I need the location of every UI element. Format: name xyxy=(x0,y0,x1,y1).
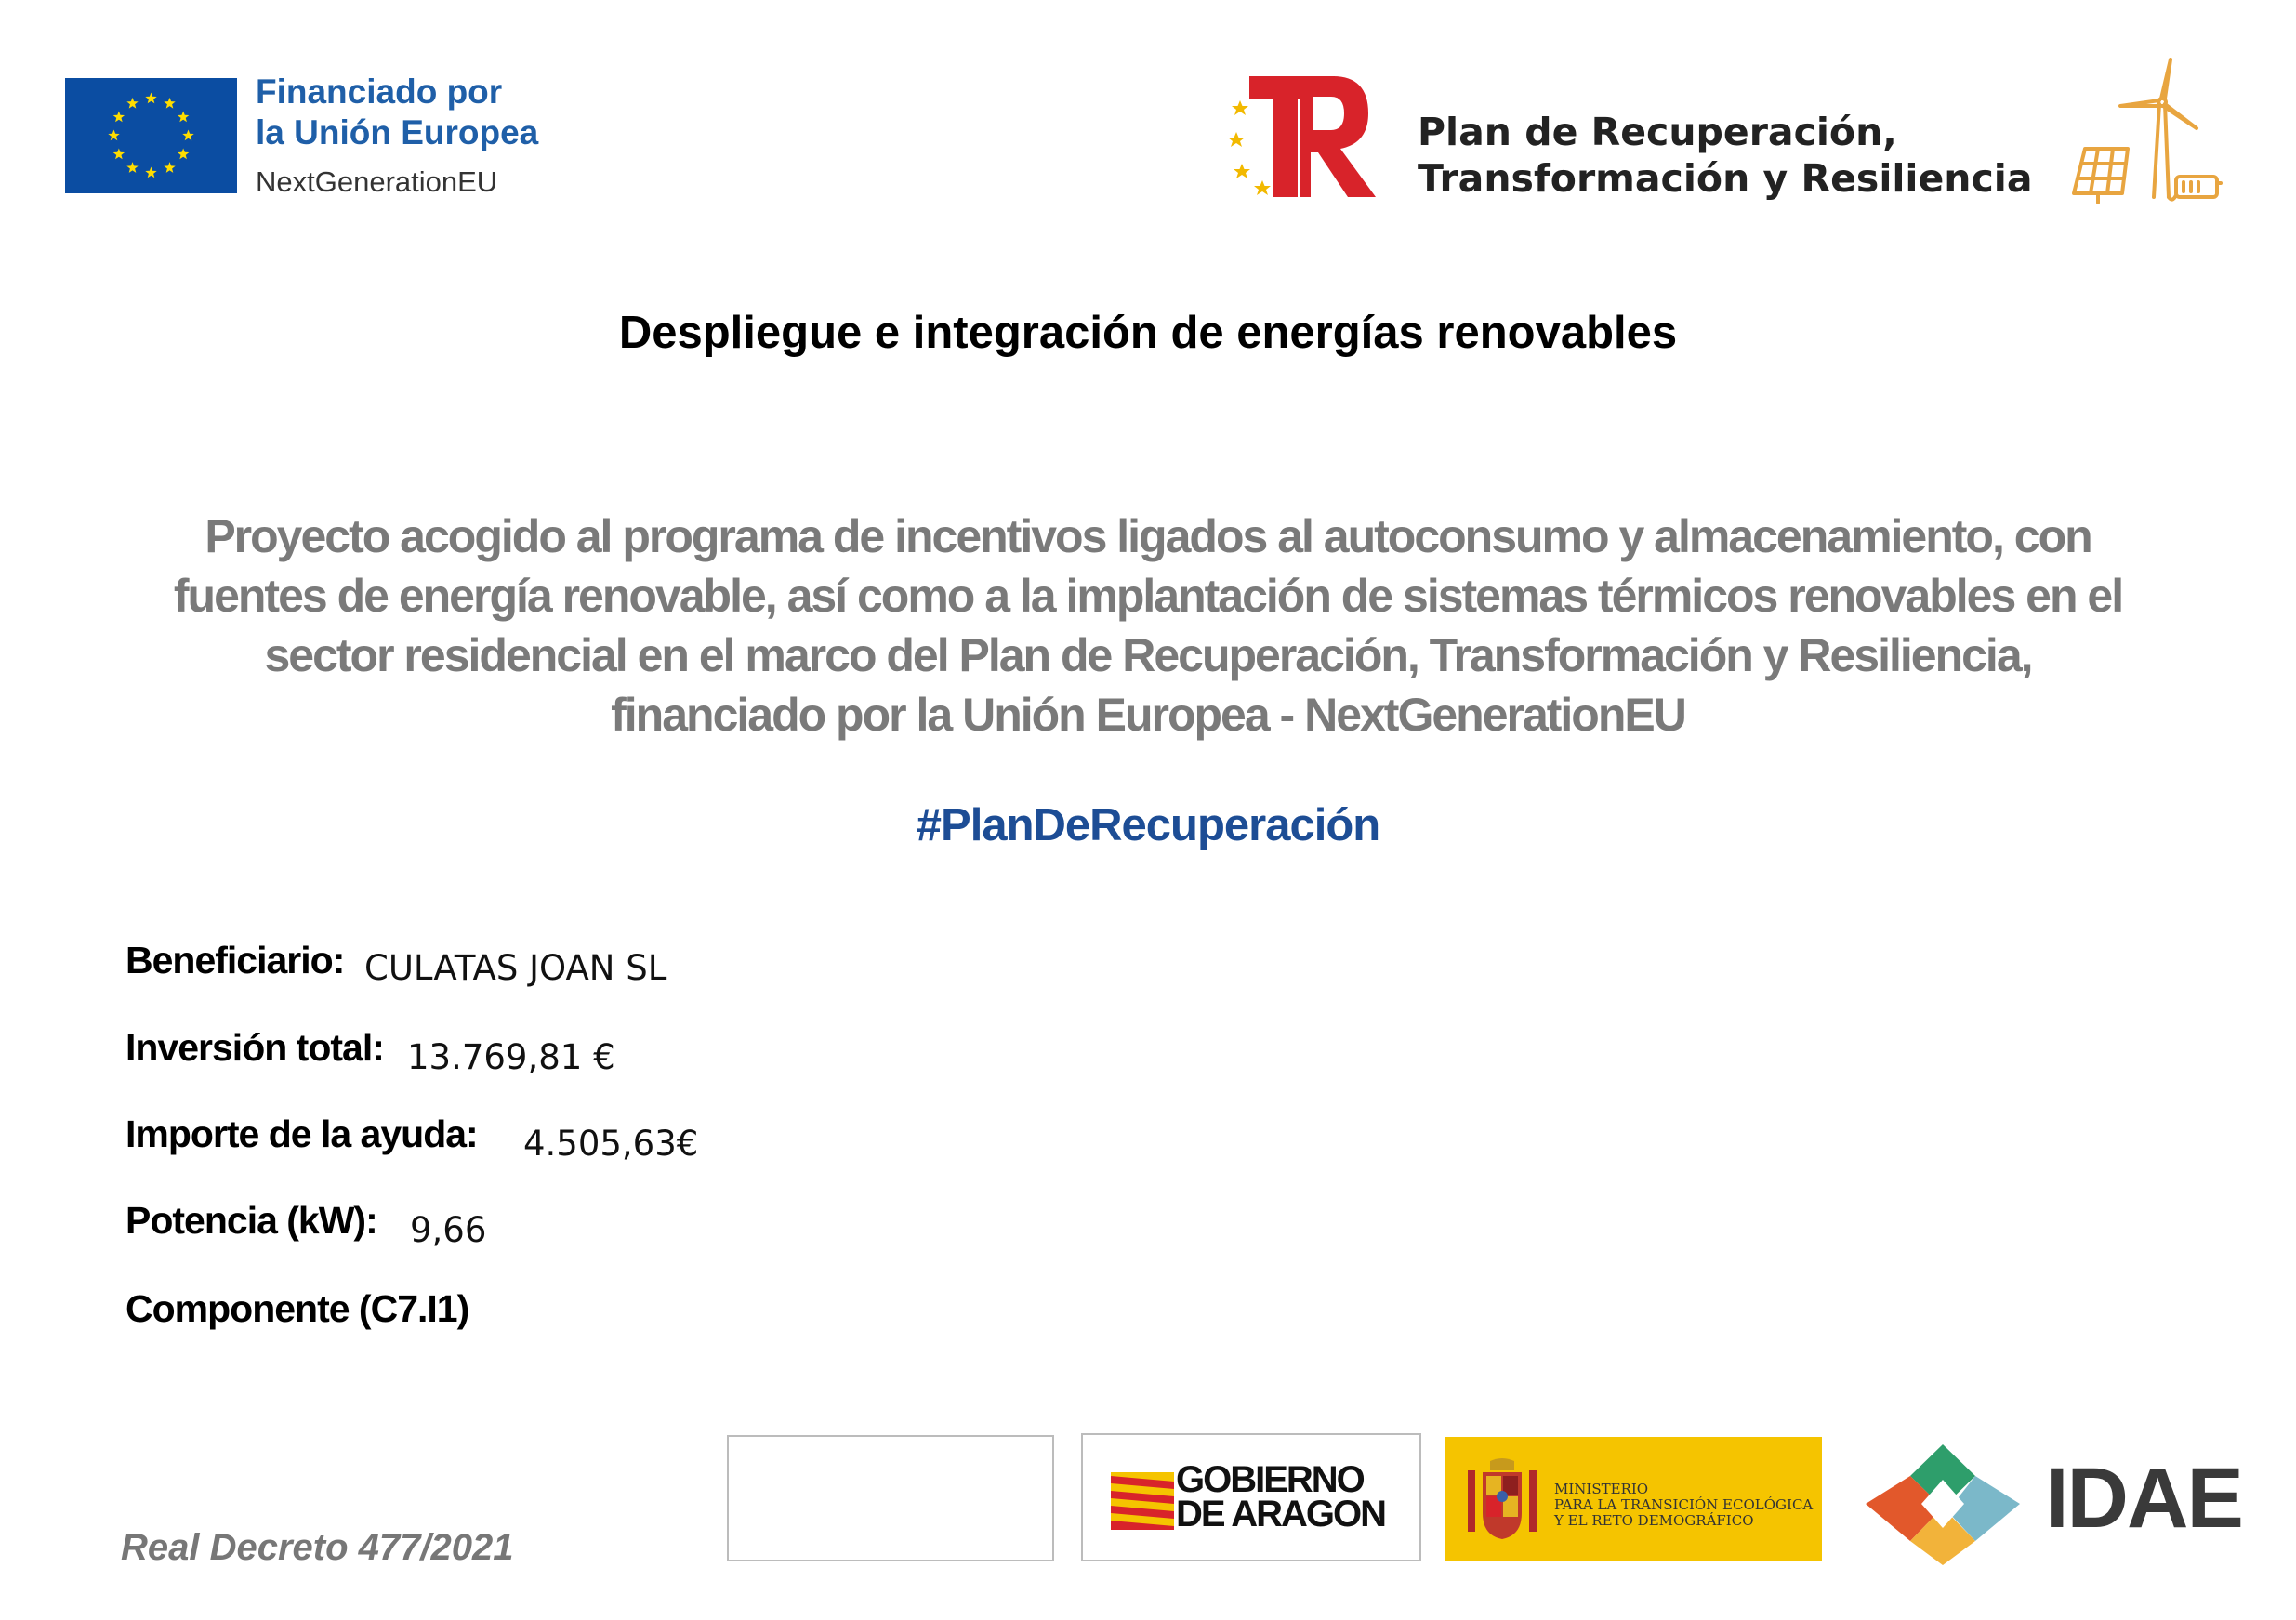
componente-label: Componente (C7.I1) xyxy=(125,1287,469,1330)
eu-star xyxy=(113,149,125,160)
project-description xyxy=(130,507,2166,744)
eu-star xyxy=(108,130,119,141)
beneficiario-label: Beneficiario: xyxy=(125,939,345,981)
empty-logo-box xyxy=(727,1435,1054,1561)
description-line-2: fuentes de energía renovable, así como a la implantación de sistemas térmicos renovables en el xyxy=(173,570,2123,622)
idae-logo-text: IDAE xyxy=(2045,1451,2242,1546)
tr-logo-icon xyxy=(1229,74,1378,200)
ministerio-line-3: Y EL RETO DEMOGRÁFICO xyxy=(1554,1512,1754,1529)
ministerio-text xyxy=(1554,1482,1813,1529)
inversion-value: 13.769,81 € xyxy=(407,1037,615,1077)
potencia-value: 9,66 xyxy=(410,1210,487,1250)
eu-star xyxy=(178,112,189,123)
aragon-line-2: DE ARAGON xyxy=(1176,1494,1385,1534)
idae-emblem-icon xyxy=(1854,1439,2031,1574)
spain-coat-of-arms-icon xyxy=(1464,1457,1540,1543)
description-line-1: Proyecto acogido al programa de incentivos ligados al autoconsumo y almacenamiento, con xyxy=(205,510,2091,562)
eu-logo-line1: Financiado por xyxy=(256,72,503,111)
eu-star xyxy=(113,112,125,123)
eu-star xyxy=(178,149,189,160)
ministerio-line-2: PARA LA TRANSICIÓN ECOLÓGICA xyxy=(1554,1496,1814,1513)
beneficiario-value: CULATAS JOAN SL xyxy=(364,948,667,988)
page-title: Despliegue e integración de energías renovables xyxy=(618,308,1678,358)
eu-star xyxy=(126,98,138,109)
description-line-3: sector residencial en el marco del Plan de Recuperación, Transformación y Resiliencia, xyxy=(264,629,2032,681)
eu-stars-icon xyxy=(65,78,237,193)
importe-value: 4.505,63€ xyxy=(523,1124,699,1164)
wind-solar-icon xyxy=(2068,58,2226,206)
eu-star xyxy=(126,162,138,173)
aragon-logo-text xyxy=(1176,1459,1385,1534)
eu-star xyxy=(182,130,193,141)
eu-star xyxy=(145,167,156,178)
inversion-label: Inversión total: xyxy=(125,1026,384,1069)
plan-recuperacion-logo xyxy=(1229,74,1378,200)
importe-label: Importe de la ayuda: xyxy=(125,1113,478,1155)
real-decreto: Real Decreto 477/2021 xyxy=(121,1527,514,1568)
description-line-4: financiado por la Unión Europea - NextGenerationEU xyxy=(611,689,1685,741)
eu-star xyxy=(145,93,156,104)
ministerio-line-1: MINISTERIO xyxy=(1554,1481,1649,1497)
eu-star xyxy=(164,98,175,109)
plan-logo-line1: Plan de Recuperación, xyxy=(1418,110,1897,154)
eu-logo-line3: NextGenerationEU xyxy=(256,165,498,198)
aragon-line-1: GOBIERNO xyxy=(1176,1459,1364,1500)
eu-logo-line2: la Unión Europea xyxy=(256,113,539,151)
plan-logo-line2: Transformación y Resiliencia xyxy=(1418,156,2033,201)
potencia-label: Potencia (kW): xyxy=(125,1199,377,1242)
eu-star xyxy=(164,162,175,173)
eu-flag-logo xyxy=(65,78,237,193)
aragon-flag-icon xyxy=(1111,1472,1174,1530)
hashtag: #PlanDeRecuperación xyxy=(916,800,1380,850)
